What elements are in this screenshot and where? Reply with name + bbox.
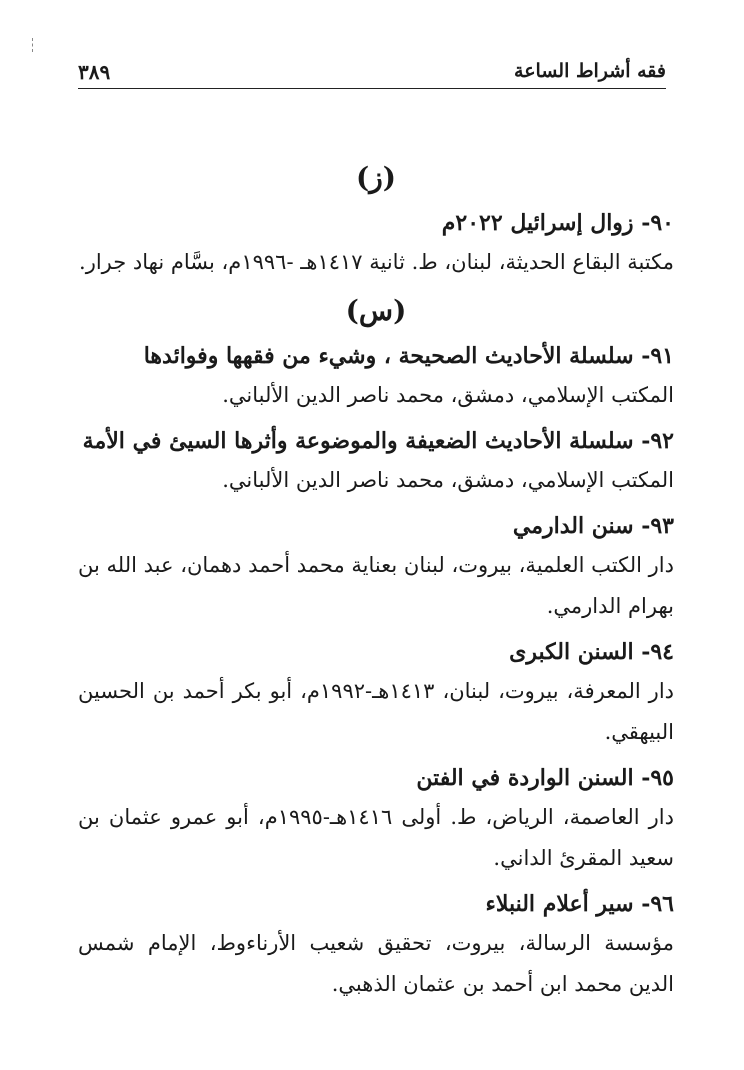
entry-description: المكتب الإسلامي، دمشق، محمد ناصر الدين الألباني. — [222, 468, 674, 492]
entry-description: مؤسسة الرسالة، بيروت، تحقيق شعيب الأرناءوط، الإمام شمس الدين محمد ابن أحمد بن عثمان الذهبي. — [78, 931, 674, 996]
entry-title: ٩٣- سنن الدارمي — [512, 513, 674, 539]
entry-title: ٩٠- زوال إسرائيل ٢٠٢٢م — [441, 210, 674, 236]
entry-description: المكتب الإسلامي، دمشق، محمد ناصر الدين الألباني. — [222, 383, 674, 407]
section-zay — [78, 158, 674, 283]
bibliography-entry — [78, 204, 674, 283]
entry-description: دار الكتب العلمية، بيروت، لبنان بعناية محمد أحمد دهمان، عبد الله بن بهرام الدارمي. — [78, 553, 674, 618]
entry-title: ٩٢- سلسلة الأحاديث الضعيفة والموضوعة وأثرها السيئ في الأمة — [82, 428, 674, 454]
bibliography-content — [78, 150, 674, 1005]
bibliography-entry — [78, 759, 674, 879]
page-header — [78, 58, 666, 89]
bibliography-entry — [78, 337, 674, 416]
entry-title: ٩٤- السنن الكبرى — [509, 639, 674, 665]
entry-description: مكتبة البقاع الحديثة، لبنان، ط. ثانية ١٤١٧هـ -١٩٩٦م، بسَّام نهاد جرار. — [79, 250, 674, 274]
running-title: فقه أشراط الساعة — [514, 60, 666, 82]
entry-description: دار المعرفة، بيروت، لبنان، ١٤١٣هـ-١٩٩٢م، أبو بكر أحمد بن الحسين البيهقي. — [78, 679, 674, 744]
entry-description: دار العاصمة، الرياض، ط. أولى ١٤١٦هـ-١٩٩٥م، أبو عمرو عثمان بن سعيد المقرئ الداني. — [78, 805, 674, 870]
section-letter-heading: (س) — [345, 294, 407, 327]
scan-edge-mark — [32, 38, 34, 52]
entry-title: ٩٥- السنن الواردة في الفتن — [416, 765, 674, 791]
bibliography-entry — [78, 507, 674, 627]
bibliography-entry — [78, 633, 674, 753]
section-letter-heading: (ز) — [355, 161, 397, 194]
page-number: ٣٨٩ — [78, 60, 111, 84]
section-seen — [78, 291, 674, 1005]
bibliography-entry — [78, 885, 674, 1005]
bibliography-entry — [78, 422, 674, 501]
entry-title: ٩٦- سير أعلام النبلاء — [485, 891, 674, 917]
entry-title: ٩١- سلسلة الأحاديث الصحيحة ، وشيء من فقهها وفوائدها — [143, 343, 674, 369]
